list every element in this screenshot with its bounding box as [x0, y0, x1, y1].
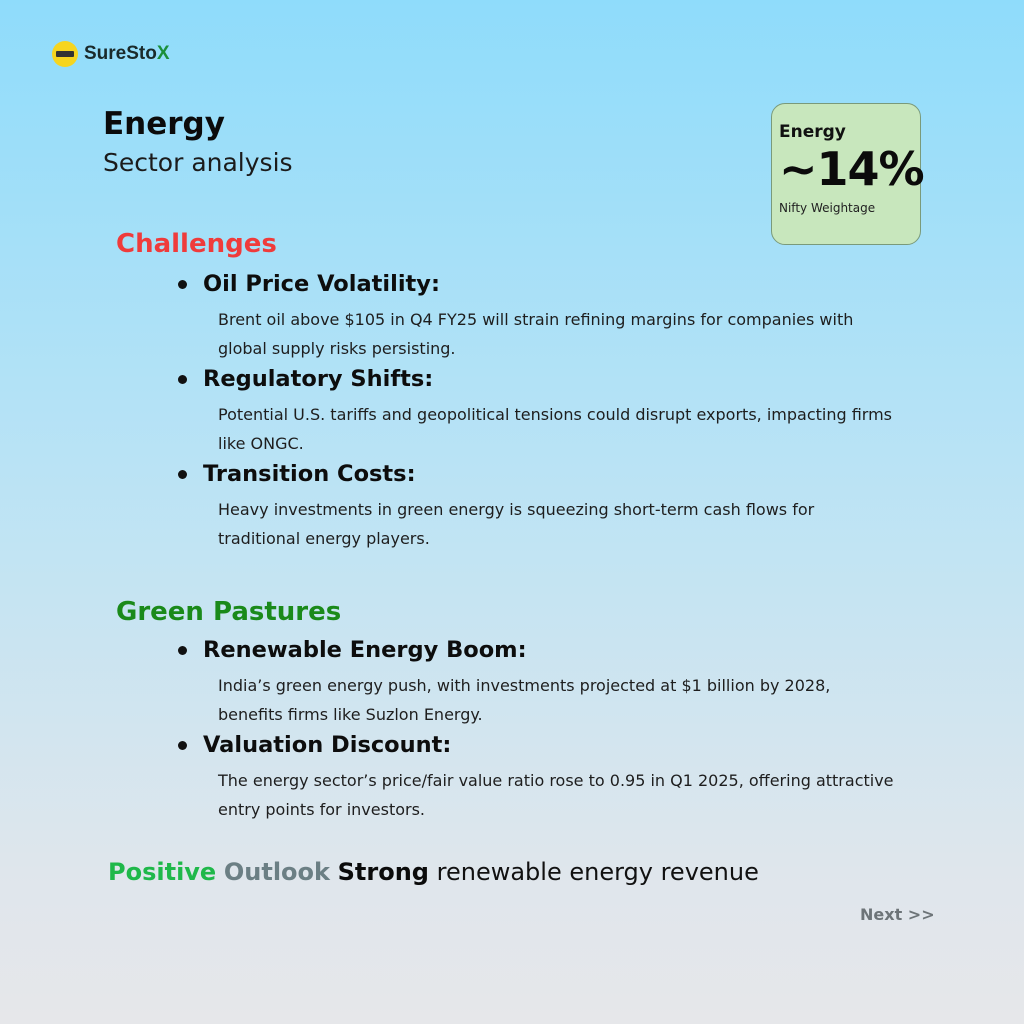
brand-name: SureStoX	[84, 43, 170, 64]
weight-card-value: ~14%	[779, 142, 924, 196]
page-title: Energy	[103, 106, 225, 142]
nifty-weightage-card	[771, 103, 924, 245]
bullet-icon	[178, 280, 187, 289]
challenge-item	[178, 366, 898, 458]
next-link[interactable]: Next >>	[860, 905, 935, 924]
bullet-icon	[178, 741, 187, 750]
item-title: Renewable Energy Boom:	[203, 637, 527, 663]
challenges-heading: Challenges	[116, 229, 277, 259]
challenge-item	[178, 461, 898, 553]
item-body: Potential U.S. tariffs and geopolitical tensions could disrupt exports, impacting firms like ONGC.	[218, 405, 893, 453]
item-body: Heavy investments in green energy is squeezing short-term cash flows for traditional energy players.	[218, 500, 815, 548]
challenge-item	[178, 271, 898, 363]
pasture-item	[178, 637, 898, 729]
outlook-summary	[108, 858, 759, 886]
outlook-rest: renewable energy revenue	[436, 858, 759, 886]
bullet-icon	[178, 375, 187, 384]
green-pastures-heading: Green Pastures	[116, 597, 342, 627]
bullet-icon	[178, 646, 187, 655]
weight-card-label: Nifty Weightage	[779, 201, 876, 215]
item-title: Regulatory Shifts:	[203, 366, 434, 392]
bullet-icon	[178, 470, 187, 479]
item-body: The energy sector’s price/fair value ratio rose to 0.95 in Q1 2025, offering attractive entry points for investors.	[218, 771, 894, 819]
item-title: Oil Price Volatility:	[203, 271, 440, 297]
outlook-positive: Positive	[108, 858, 217, 886]
outlook-strong: Strong	[337, 858, 429, 886]
weight-card-sector: Energy	[779, 122, 846, 142]
item-body: India’s green energy push, with investments projected at $1 billion by 2028, benefits firms like Suzlon Energy.	[218, 676, 831, 724]
outlook-label: Outlook	[223, 858, 330, 886]
page-subtitle: Sector analysis	[103, 148, 293, 177]
brand	[52, 41, 170, 67]
item-body: Brent oil above $105 in Q4 FY25 will strain refining margins for companies with global supply risks persisting.	[218, 310, 854, 358]
item-title: Valuation Discount:	[203, 732, 452, 758]
item-title: Transition Costs:	[203, 461, 416, 487]
pasture-item	[178, 732, 898, 824]
surestox-logo-icon	[52, 41, 78, 67]
